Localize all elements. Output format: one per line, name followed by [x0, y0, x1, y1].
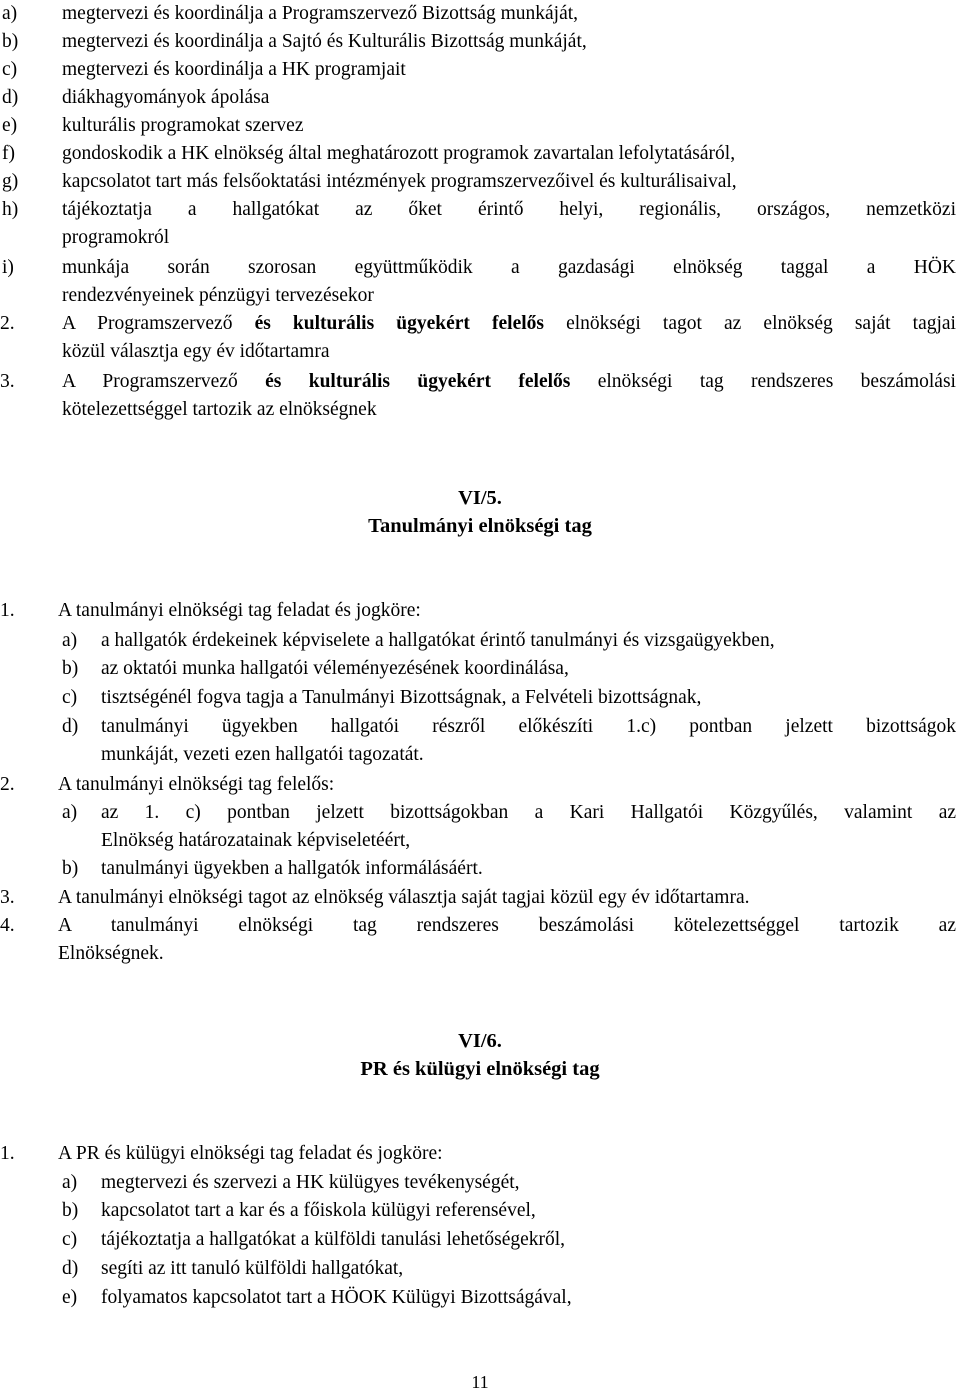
paragraph: [0, 310, 960, 338]
list-text: tájékoztatja a hallgatókat a külföldi tanulási lehetőségekről,: [101, 1229, 566, 1250]
list-item: [0, 84, 960, 112]
text-run: A Programszervező: [62, 371, 266, 392]
list-item-continuation: [0, 224, 960, 252]
paragraph-text: [62, 310, 956, 338]
list-text: kapcsolatot tart a kar és a főiskola külügyi referensével,: [101, 1200, 536, 1221]
paragraph-number: 1.: [0, 1143, 15, 1164]
list-item: [0, 655, 960, 683]
paragraph: [0, 368, 960, 396]
list-item: [0, 1255, 960, 1283]
list-marker: b): [2, 31, 19, 52]
list-marker: e): [62, 1287, 78, 1308]
list-item: [0, 713, 960, 741]
list-item: [0, 28, 960, 56]
paragraph: [0, 597, 960, 625]
list-marker: a): [2, 3, 18, 24]
paragraph-text: közül választja egy év időtartamra: [62, 341, 330, 362]
list-text: megtervezi és koordinálja a Programszervező Bizottság munkáját,: [62, 3, 579, 24]
bold-text: és kulturális ügyekért felelős: [265, 371, 571, 392]
list-marker: c): [62, 687, 78, 708]
list-item-continuation: [0, 741, 960, 769]
list-marker: b): [62, 1200, 79, 1221]
list-item: [0, 254, 960, 282]
section-title: Tanulmányi elnökségi tag: [368, 515, 592, 537]
list-text: megtervezi és szervezi a HK külügyes tevékenységét,: [101, 1172, 520, 1193]
list-marker: a): [62, 630, 78, 651]
paragraph: [0, 1140, 960, 1168]
list-text: folyamatos kapcsolatot tart a HÖOK Külügyi Bizottságával,: [101, 1287, 572, 1308]
list-text: megtervezi és koordinálja a HK programjait: [62, 59, 406, 80]
paragraph-text: kötelezettséggel tartozik az elnökségnek: [62, 399, 377, 420]
list-text: tanulmányi ügyekben hallgatói részről előkészíti 1.c) pontban jelzett bizottságok: [101, 716, 956, 737]
section-number: VI/5.: [458, 487, 502, 509]
paragraph: [0, 912, 960, 940]
list-text: a hallgatók érdekeinek képviselete a hallgatókat érintő tanulmányi és vizsgaügyekben,: [101, 630, 775, 651]
list-marker: g): [2, 171, 19, 192]
list-item: [0, 684, 960, 712]
paragraph-text: A tanulmányi elnökségi tag rendszeres beszámolási kötelezettséggel tartozik az: [58, 915, 956, 936]
list-item: [0, 140, 960, 168]
paragraph-text: Elnökségnek.: [58, 943, 164, 964]
text-run: elnökségi tagot az elnökség saját tagjai: [544, 313, 956, 334]
list-text: munkája során szorosan együttműködik a gazdasági elnökség taggal a HÖK: [62, 257, 956, 278]
list-item: [0, 0, 960, 28]
list-item: [0, 627, 960, 655]
section-number: VI/6.: [458, 1030, 502, 1052]
section-title: PR és külügyi elnökségi tag: [360, 1058, 600, 1080]
list-marker: i): [2, 257, 14, 278]
list-text: gondoskodik a HK elnökség által meghatározott programok zavartalan lefolytatásáról,: [62, 143, 736, 164]
paragraph-text: A PR és külügyi elnökségi tag feladat és jogköre:: [58, 1143, 443, 1164]
paragraph-text: [62, 368, 956, 396]
list-item: [0, 799, 960, 827]
paragraph: [0, 771, 960, 799]
paragraph-text: A tanulmányi elnökségi tag felelős:: [58, 774, 335, 795]
list-text: munkáját, vezeti ezen hallgatói tagozatát.: [101, 744, 424, 765]
list-marker: f): [2, 143, 15, 164]
list-item: [0, 1226, 960, 1254]
list-item-continuation: [0, 827, 960, 855]
paragraph-continuation: [0, 338, 960, 366]
paragraph-number: 1.: [0, 600, 15, 621]
text-run: A Programszervező: [62, 313, 255, 334]
list-item: [0, 855, 960, 883]
list-item: [0, 56, 960, 84]
text-run: elnökségi tag rendszeres beszámolási: [570, 371, 956, 392]
list-item: [0, 112, 960, 140]
paragraph-number: 4.: [0, 915, 15, 936]
paragraph-number: 2.: [0, 313, 15, 334]
list-item: [0, 168, 960, 196]
list-item-continuation: [0, 282, 960, 310]
paragraph-number: 3.: [0, 887, 15, 908]
list-marker: h): [2, 199, 19, 220]
paragraph-number: 2.: [0, 774, 15, 795]
list-text: diákhagyományok ápolása: [62, 87, 270, 108]
paragraph-continuation: [0, 940, 960, 968]
list-marker: c): [62, 1229, 78, 1250]
list-text: az oktatói munka hallgatói véleményezésének koordinálása,: [101, 658, 569, 679]
list-marker: c): [2, 59, 18, 80]
list-marker: a): [62, 802, 78, 823]
list-text: kulturális programokat szervez: [62, 115, 304, 136]
list-text: kapcsolatot tart más felsőoktatási intézmények programszervezőivel és kulturálisaival,: [62, 171, 737, 192]
list-marker: a): [62, 1172, 78, 1193]
list-marker: b): [62, 658, 79, 679]
bold-text: és kulturális ügyekért felelős: [254, 313, 544, 334]
paragraph-number: 3.: [0, 371, 15, 392]
paragraph: [0, 884, 960, 912]
list-item: [0, 1169, 960, 1197]
list-marker: d): [62, 716, 79, 737]
list-text: rendezvényeinek pénzügyi tervezésekor: [62, 285, 374, 306]
list-text: tájékoztatja a hallgatókat az őket érintő helyi, regionális, országos, nemzetközi: [62, 199, 956, 220]
list-marker: d): [2, 87, 19, 108]
paragraph-continuation: [0, 396, 960, 424]
list-item: [0, 1284, 960, 1312]
list-text: tanulmányi ügyekben a hallgatók informálásáért.: [101, 858, 483, 879]
list-text: az 1. c) pontban jelzett bizottságokban a Kari Hallgatói Közgyűlés, valamint az: [101, 802, 956, 823]
page-number: 11: [471, 1372, 489, 1392]
list-text: tisztségénél fogva tagja a Tanulmányi Bizottságnak, a Felvételi bizottságnak,: [101, 687, 702, 708]
list-item: [0, 196, 960, 224]
list-marker: d): [62, 1258, 79, 1279]
list-text: megtervezi és koordinálja a Sajtó és Kulturális Bizottság munkáját,: [62, 31, 587, 52]
list-item: [0, 1197, 960, 1225]
list-marker: b): [62, 858, 79, 879]
list-text: Elnökség határozatainak képviseletéért,: [101, 830, 411, 851]
list-text: segíti az itt tanuló külföldi hallgatókat,: [101, 1258, 404, 1279]
paragraph-text: A tanulmányi elnökségi tagot az elnökség választja saját tagjai közül egy év időtartamra.: [58, 887, 750, 908]
list-marker: e): [2, 115, 18, 136]
paragraph-text: A tanulmányi elnökségi tag feladat és jogköre:: [58, 600, 421, 621]
list-text: programokról: [62, 227, 170, 248]
